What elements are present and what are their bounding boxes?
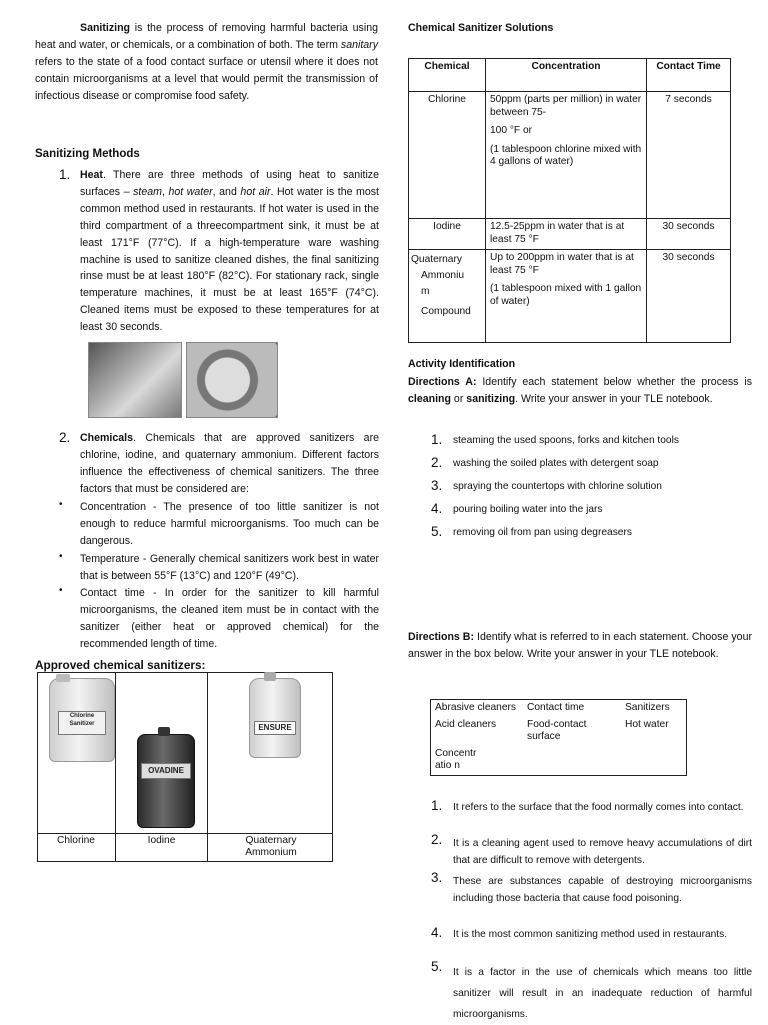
sanitizer-name-iodine: Iodine [147, 835, 176, 846]
factor-bullet-concentration: • Concentration - The presence of too little sanitizer is not enough to reduce harmful microorganisms. Too much can be dangerous. [59, 499, 379, 547]
list-item: 1. steaming the used spoons, forks and kitchen tools [431, 432, 679, 447]
choices-box [430, 699, 687, 776]
list-item: 4. pouring boiling water into the jars [431, 501, 603, 516]
list-item: 2. It is a cleaning agent used to remove heavy accumulations of dirt that are difficult to remove with detergents. [431, 832, 752, 866]
chemicals-text: Chemicals. Chemicals that are approved sanitizers are chlorine, iodine, and quaternary ammonium. Different factors influence the effectiveness of chemical sanitizers. The three factors that must be considered are: [80, 432, 379, 495]
list-item: 5. It is a factor in the use of chemicals which means too little sanitizer will result in an inadequate reduction of harmful microorganisms. [431, 959, 752, 1020]
intro-paragraph: Sanitizing is the process of removing harmful bacteria using heat and water, or chemicals, or a combination of both. The term sanitary refers to the state of a food contact surface or utensil where it does not contain microorganisms at a level that would permit the transmission of infectious disease or compromise food safety. [35, 22, 378, 102]
factor-bullet-contact-time: • Contact time - In order for the sanitizer to kill harmful microorganisms, the cleaned item must be in contact with the sanitizer (either heat or approved chemical) for the recommended length of time. [59, 585, 379, 650]
list-item: 3. spraying the countertops with chlorine solution [431, 478, 662, 493]
solutions-heading: Chemical Sanitizer Solutions [408, 22, 554, 34]
choice-concentration: Concentratio n [435, 747, 477, 772]
sanitizer-name-quaternary: Quaternary Ammonium [245, 835, 297, 858]
directions-b-list [431, 798, 752, 1020]
heat-text: Heat. There are three methods of using heat to sanitize surfaces – steam, hot water, and hot air. Hot water is the most common method used in restaurants. If hot water is used in the third compartment of a threecompartment sink, it must be at least 171°F (77°C). If a high-temperature ware washing machine is used to sanitize cleaned dishes, the final sanitizing rinse must be at least 180°F (82°C). For stationary rack, single temperature machines, it must be at least 165°F (74°C). Cleaned items must be exposed to these temperatures for at least 30 seconds. [80, 169, 380, 334]
term-sanitizing: Sanitizing [80, 22, 131, 34]
list-item: 5. removing oil from pan using degreasers [431, 524, 632, 539]
activity-heading: Activity Identification [408, 358, 516, 370]
table-row: Quaternary Ammoniu m Compound Up to 200ppm in water that is at least 75 °F (1 tablespoon mixed with 1 gallon of water) 30 seconds [409, 250, 731, 343]
choice-contact-time: Contact time [527, 702, 585, 713]
chlorine-jug-label: Chlorine Sanitizer [58, 711, 106, 735]
iodine-jug-image [137, 734, 195, 828]
sanitizing-methods-heading: Sanitizing Methods [35, 148, 140, 160]
list-item: 2. washing the soiled plates with detergent soap [431, 455, 659, 470]
chemicals-number: 2. [59, 430, 71, 445]
directions-b: Directions B: Identify what is referred to in each statement. Choose your answer in the box below. Write your answer in your TLE notebook. [408, 631, 752, 660]
directions-a-list [431, 432, 751, 547]
directions-a: Directions A: Identify each statement below whether the process is cleaning or sanitizing. Write your answer in your TLE notebook. [408, 376, 753, 405]
sanitizing-photo-pots [186, 342, 278, 418]
sanitizer-solutions-table [408, 58, 731, 343]
choice-abrasive-cleaners: Abrasive cleaners [435, 702, 516, 713]
choice-food-contact-surface: Food-contact surface [527, 718, 587, 743]
table-header-row [409, 59, 731, 92]
quaternary-jug-image [249, 678, 301, 758]
sanitizing-photo-hands [88, 342, 182, 418]
factor-bullet-temperature: • Temperature - Generally chemical sanitizers work best in water that is between 55°F (13°C) and 120°F (49°C). [59, 551, 379, 582]
heat-number: 1. [59, 167, 71, 182]
choice-acid-cleaners: Acid cleaners [435, 718, 497, 730]
chlorine-jug-image [49, 678, 115, 762]
factor-bullet-list [59, 499, 379, 653]
quaternary-jug-label: ENSURE [254, 721, 296, 735]
iodine-jug-label: OVADINE [141, 763, 191, 779]
choice-sanitizers: Sanitizers [625, 702, 670, 713]
approved-sanitizers-heading: Approved chemical sanitizers: [35, 658, 206, 672]
approved-sanitizers-table [37, 672, 333, 862]
list-item: 4. It is the most common sanitizing method used in restaurants. [431, 925, 728, 940]
table-row: Chlorine 50ppm (parts per million) in water between 75- 100 °F or (1 tablespoon chlorine mixed with 4 gallons of water) 7 seconds [409, 92, 731, 219]
choice-hot-water: Hot water [625, 718, 669, 730]
list-item: 3. These are substances capable of destroying microorganisms including those bacteria that cause food poisoning. [431, 870, 752, 904]
col-header-chemical: Chemical [409, 59, 486, 92]
col-header-concentration: Concentration [486, 59, 647, 92]
sanitizer-name-chlorine: Chlorine [57, 835, 95, 846]
list-item: 1. It refers to the surface that the food normally comes into contact. [431, 798, 744, 813]
col-header-contact-time: Contact Time [647, 59, 731, 92]
table-row: Iodine 12.5-25ppm in water that is at least 75 °F 30 seconds [409, 219, 731, 250]
